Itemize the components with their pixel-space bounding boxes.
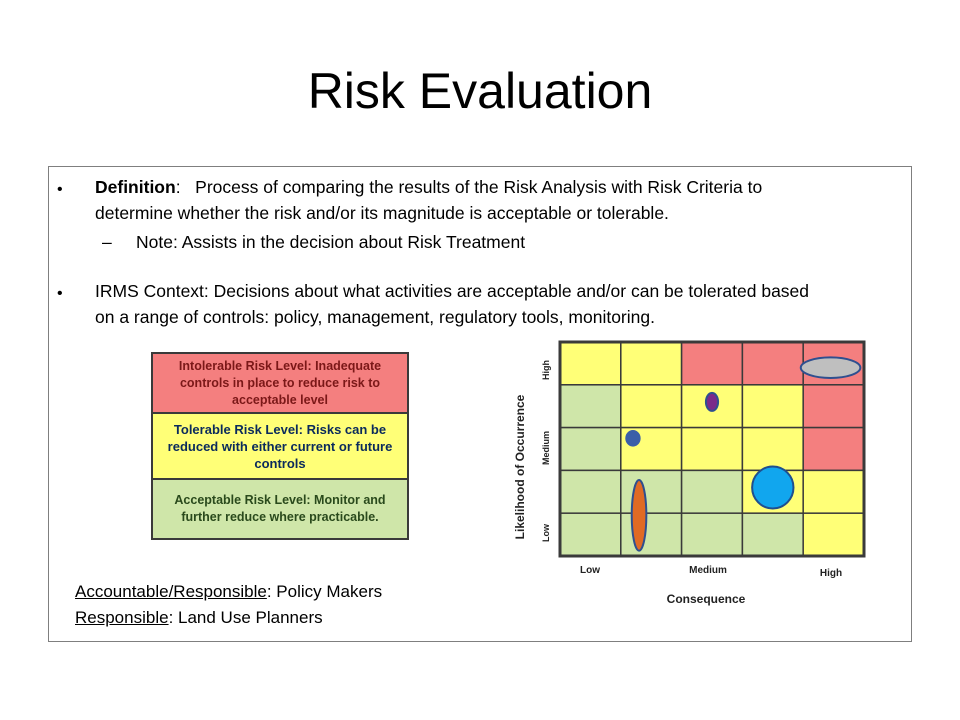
matrix-cell-green [621,513,682,556]
matrix-cell-green [560,385,621,428]
matrix-cell-yellow [742,428,803,471]
matrix-cell-red [682,342,743,385]
risk-matrix-chart [500,330,880,620]
definition-colon: : [175,177,181,197]
matrix-cell-red [803,428,864,471]
risk-level-legend [151,352,409,540]
x-tick-medium: Medium [689,565,727,576]
matrix-cell-red [803,385,864,428]
matrix-cell-yellow [621,385,682,428]
marker-blue-dot [626,431,639,446]
y-tick-low: Low [541,524,551,542]
matrix-cell-green [742,513,803,556]
accountable-label: Accountable/Responsible [75,582,267,601]
matrix-cell-yellow [803,470,864,513]
matrix-cell-green [560,513,621,556]
slide-title: Risk Evaluation [307,63,653,119]
x-tick-low: Low [580,565,600,576]
matrix-cell-green [682,470,743,513]
matrix-cell-green [560,470,621,513]
y-axis-label: Likelihood of Occurrence [513,394,527,540]
matrix-cell-green [621,470,682,513]
matrix-cell-red [742,342,803,385]
definition-label: Definition [95,177,176,197]
definition-note: Note: Assists in the decision about Risk Treatment [136,232,526,252]
matrix-cell-yellow [560,342,621,385]
y-tick-medium: Medium [541,430,551,466]
acceptable-risk-level: Acceptable Risk Level: Monitor and further reduce where practicable. [153,480,407,538]
tolerable-risk-level: Tolerable Risk Level: Risks can be reduced with either current or future controls [153,414,407,480]
marker-orange-ellipse [632,480,647,551]
matrix-cell-green [560,428,621,471]
x-axis-label: Consequence [666,592,746,606]
irms-line2: on a range of controls: policy, management, regulatory tools, monitoring. [95,307,655,327]
accountable-value: : Policy Makers [266,582,383,601]
matrix-cell-yellow [803,513,864,556]
y-tick-high: High [541,360,551,380]
roles-block [75,579,382,631]
matrix-cell-yellow [621,342,682,385]
definition-line2: determine whether the risk and/or its magnitude is acceptable or tolerable. [95,203,669,223]
responsible-line [75,605,382,631]
bullet-icon: • [57,181,63,198]
intolerable-risk-level: Intolerable Risk Level: Inadequate controls in place to reduce risk to acceptable level [153,354,407,414]
bullet-icon: • [57,285,63,302]
responsible-value: : Land Use Planners [168,608,323,627]
irms-line1: IRMS Context: Decisions about what activities are acceptable and/or can be tolerated based [95,281,810,301]
sub-bullet-dash: – [102,232,112,252]
matrix-cell-green [682,513,743,556]
marker-cyan-circle [752,467,793,509]
matrix-cell-yellow [682,428,743,471]
marker-purple-ellipse [706,393,718,411]
x-tick-high: High [819,568,843,579]
responsible-label: Responsible [75,608,169,627]
matrix-cell-yellow [742,385,803,428]
definition-line1: Process of comparing the results of the Risk Analysis with Risk Criteria to [195,177,763,197]
accountable-line [75,579,382,605]
marker-gray-ellipse [801,357,861,378]
